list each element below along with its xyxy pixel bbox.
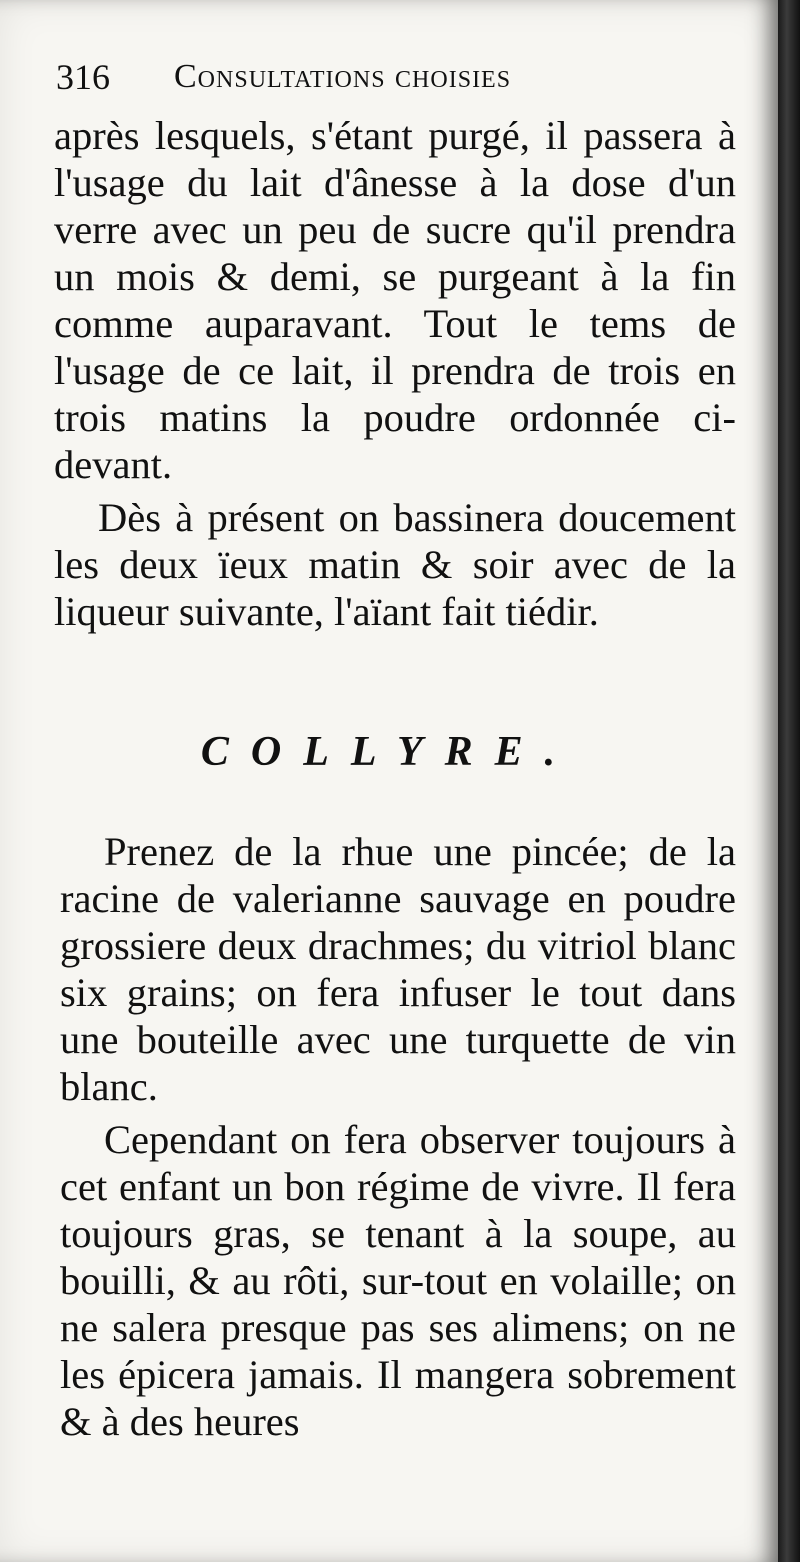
paragraph-regimen: Cependant on fera observer toujours à cet enfant un bon régime de vivre. Il fera toujours gras, se tenant à la soupe, au bouilli, & au rôti, sur-tout en volaille; on ne salera presque pas ses alimens; on ne les épicera jamais. Il mangera sobrement & à des heures <box>60 1117 736 1444</box>
page-header <box>56 52 736 112</box>
running-head: Consultations choisies <box>174 58 512 95</box>
page-edge-shadow <box>778 0 800 1562</box>
page-number: 316 <box>56 57 110 97</box>
paragraph-bathe-eyes: Dès à présent on bassinera doucement les deux ïeux matin & soir avec de la liqueur suivante, l'aïant fait tiédir. <box>54 495 736 634</box>
paragraph-recipe: Prenez de la rhue une pincée; de la racine de valerianne sauvage en poudre grossiere deux drachmes; du vitriol blanc six grains; on fera infuser le tout dans une bouteille avec une turquette de vin blanc. <box>60 829 736 1109</box>
paragraph-continuation: après lesquels, s'étant purgé, il passera à l'usage du lait d'ânesse à la dose d'un verre avec un peu de sucre qu'il prendra un mois & demi, se purgeant à la fin comme auparavant. Tout le tems de l'usage de ce lait, il prendra de trois en trois matins la poudre ordonnée ci-devant. <box>54 113 736 487</box>
section-heading: COLLYRE. <box>200 729 578 775</box>
